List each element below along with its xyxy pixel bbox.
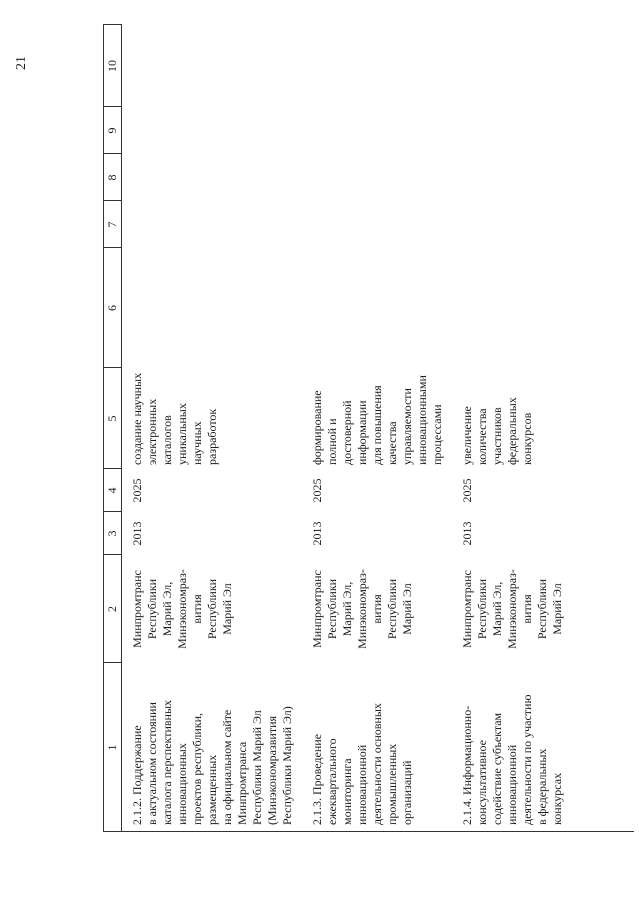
row-1-measure: 2.1.2. Поддержание в актуальном состоянии каталога перспективных инновационных проектов республики, размещенных на официальном сайте Минпромтранса Республики Марий Эл (Минэкономразвития Республики Марий Эл) [130,699,294,825]
page-number: 21 [14,56,29,70]
row-2-start-year: 2013 [310,521,324,546]
table-header-bottom-border [121,24,122,832]
row-1-end-year: 2025 [130,478,144,503]
column-number-2: 2 [105,606,119,612]
row-3-result: увеличение количества участников федеральных конкурсов [460,397,534,465]
row-1-start-year: 2013 [130,521,144,546]
column-number-9: 9 [105,127,119,134]
row-3-measure: 2.1.4. Информационно- консультативное содействие субъектам инновационной деятельности по участию в федеральных конкурсах [460,694,564,825]
column-number-7: 7 [105,221,119,228]
row-1-result: создание научных электронных каталогов уникальных научных разработок [130,372,219,465]
column-number-8: 8 [105,174,119,181]
table-left-border [103,831,634,832]
row-2-executor: Минпромтранс Республики Марий Эл, Минэкономраз- вития Республики Марий Эл [310,569,414,649]
column-number-6: 6 [105,305,119,311]
column-number-4: 4 [105,487,119,494]
row-3-executor: Минпромтранс Республики Марий Эл, Минэкономраз- вития Республики Марий Эл [460,569,564,649]
row-2-end-year: 2025 [310,478,324,503]
row-1-executor: Минпромтранс Республики Марий Эл, Минэкономраз- вития Республики Марий Эл [130,569,234,649]
row-2-result: формирование полной и достоверной информации для повышения качества управляемости инновационными процессами [310,375,444,465]
row-3-end-year: 2025 [460,478,474,503]
column-number-1: 1 [105,744,119,751]
row-2-measure: 2.1.3. Проведение ежеквартального мониторинга инновационной деятельности основных промышленных организаций [310,703,414,825]
column-number-10: 10 [105,60,119,72]
column-number-5: 5 [105,415,119,422]
row-3-start-year: 2013 [460,521,474,546]
column-number-3: 3 [105,530,119,537]
